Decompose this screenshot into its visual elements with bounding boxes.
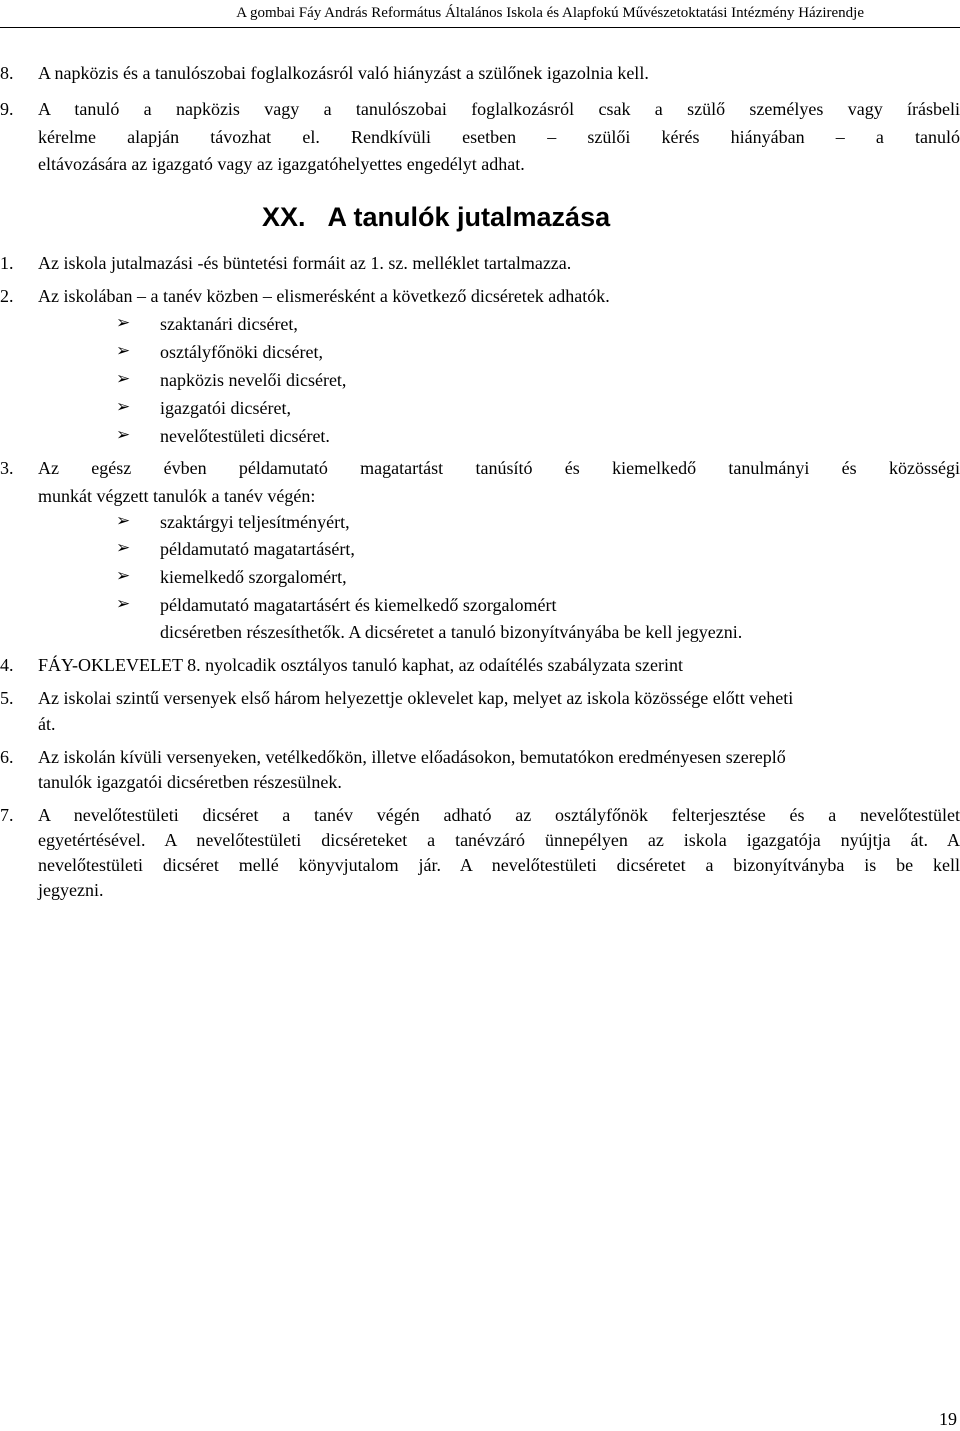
item-text-line: eltávozására az igazgató vagy az igazgatóhelyettes engedélyt adhat.: [38, 154, 525, 174]
arrow-bullet-icon: ➢: [116, 566, 131, 586]
item-text: Az iskolában – a tanév közben – elismerésként a következő dicséretek adhatók.: [38, 286, 610, 306]
section-heading: A tanulók jutalmazása: [327, 202, 611, 232]
item-text-line: kérelme alapján távozhat el. Rendkívüli esetben – szülői kérés hiányában – a tanuló: [38, 127, 960, 147]
item-text-line: jegyezni.: [38, 880, 104, 900]
arrow-bullet-icon: ➢: [116, 313, 131, 333]
item-text-line: tanulók igazgatói dicséretben részesülnek.: [38, 772, 342, 792]
item-text: FÁY-OKLEVELET 8. nyolcadik osztályos tanuló kaphat, az odaítélés szabályzata szerint: [38, 655, 683, 675]
section-title: [262, 200, 610, 234]
item-number: 7.: [0, 805, 14, 825]
item-number: 8.: [0, 63, 14, 83]
item-text-line: A nevelőtestületi dicséret a tanév végén adható az osztályfőnök felterjesztése és a nevelőtestület: [38, 805, 960, 825]
item-number: 5.: [0, 688, 14, 708]
arrow-bullet-icon: ➢: [116, 594, 131, 614]
arrow-bullet-icon: ➢: [116, 369, 131, 389]
document-header: A gombai Fáy András Református Általános Iskola és Alapfokú Művészetoktatási Intézmény Házirendje: [236, 5, 864, 21]
item-text-line: nevelőtestületi dicséret mellé könyvjutalom jár. A nevelőtestületi dicséretet a bizonyítványba is be kell: [38, 855, 960, 875]
item-number: 2.: [0, 286, 14, 306]
item-text-line: egyetértésével. A nevelőtestületi dicséreteket a tanévzáró ünnepélyen az iskola igazgatója nyújtja át. A: [38, 830, 960, 850]
arrow-bullet-icon: ➢: [116, 511, 131, 531]
arrow-bullet-icon: ➢: [116, 425, 131, 445]
page-number: 19: [939, 1409, 957, 1429]
item-text-line: A tanuló a napközis vagy a tanulószobai foglalkozásról csak a szülő személyes vagy írásbeli: [38, 99, 960, 119]
item-text-line: Az iskolán kívüli versenyeken, vetélkedőkön, illetve előadásokon, bemutatókon eredményesen szereplő: [38, 747, 786, 767]
arrow-bullet-icon: ➢: [116, 341, 131, 361]
item-text: Az iskola jutalmazási -és büntetési formáit az 1. sz. melléklet tartalmazza.: [38, 253, 572, 273]
item-text-line: Az egész évben példamutató magatartást tanúsító és kiemelkedő tanulmányi és közösségi: [38, 458, 960, 478]
item-number: 4.: [0, 655, 14, 675]
item-text-line: át.: [38, 714, 56, 734]
item-text-line: munkát végzett tanulók a tanév végén:: [38, 486, 316, 506]
arrow-bullet-icon: ➢: [116, 538, 131, 558]
item-text: A napközis és a tanulószobai foglalkozásról való hiányzást a szülőnek igazolnia kell.: [38, 63, 649, 83]
section-number: XX.: [262, 202, 306, 232]
item-number: 6.: [0, 747, 14, 767]
item-number: 3.: [0, 458, 14, 478]
item-number: 1.: [0, 253, 14, 273]
item-text-line: Az iskolai szintű versenyek első három helyezettje oklevelet kap, melyet az iskola közössége előtt veheti: [38, 688, 794, 708]
item-number: 9.: [0, 99, 14, 119]
header-rule: [0, 27, 960, 28]
arrow-bullet-icon: ➢: [116, 397, 131, 417]
